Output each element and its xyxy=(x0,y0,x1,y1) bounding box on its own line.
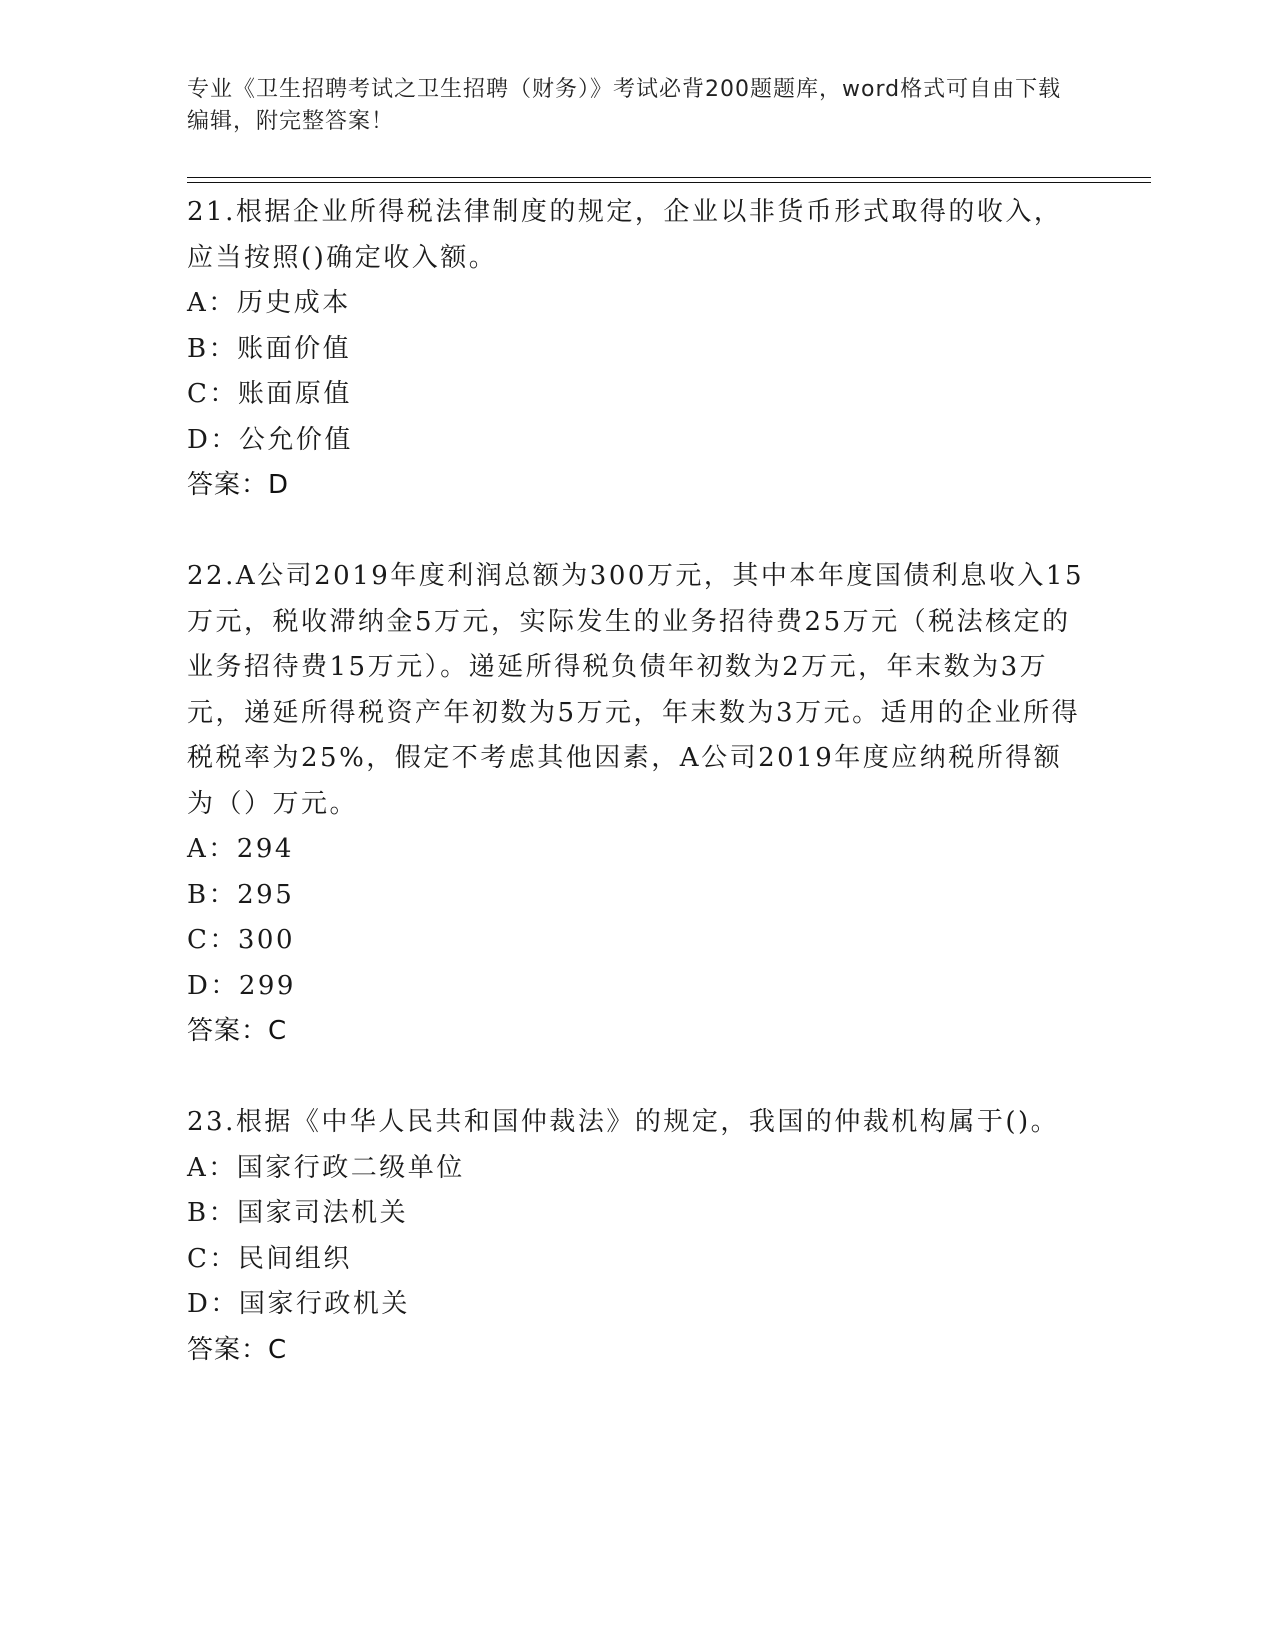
answer-line: 答案：C xyxy=(187,1334,288,1365)
question-stem: 22.A公司2019年度利润总额为300万元，其中本年度国债利息收入15万元，税收滞纳金5万元，实际发生的业务招待费25万元（税法核定的业务招待费15万元）。递延所得税负债年初数为2万元，年末数为3万元，递延所得税资产年初数为5万元，年末数为3万元。适用的企业所得税税率为25%，假定不考虑其他因素，A公司2019年度应纳税所得额为（）万元。 xyxy=(187,561,1085,819)
option-d: D：299 xyxy=(187,970,296,1001)
question-list xyxy=(187,190,1087,1373)
answer-line: 答案：D xyxy=(187,470,290,500)
question-stem: 21.根据企业所得税法律制度的规定，企业以非货币形式取得的收入，应当按照()确定收入额。 xyxy=(187,197,1063,273)
question-spacer xyxy=(187,1055,1087,1101)
header-divider-top xyxy=(187,177,1151,178)
document-header: 专业《卫生招聘考试之卫生招聘（财务）》考试必背200题题库，word格式可自由下载编辑，附完整答案！ xyxy=(187,77,1062,134)
option-c: C：账面原值 xyxy=(187,379,352,409)
question-21 xyxy=(187,190,1087,509)
option-a: A：历史成本 xyxy=(187,288,351,318)
question-spacer xyxy=(187,509,1087,555)
header-divider-bottom xyxy=(187,182,1151,183)
option-d: D：国家行政机关 xyxy=(187,1289,410,1319)
question-stem: 23.根据《中华人民共和国仲裁法》的规定，我国的仲裁机构属于()。 xyxy=(187,1107,1060,1137)
option-b: B：295 xyxy=(187,879,295,910)
option-a: A：294 xyxy=(187,834,294,864)
option-b: B：国家司法机关 xyxy=(187,1198,409,1228)
option-c: C：民间组织 xyxy=(187,1243,352,1274)
answer-line: 答案：C xyxy=(187,1016,288,1046)
option-d: D：公允价值 xyxy=(187,424,353,455)
option-a: A：国家行政二级单位 xyxy=(187,1152,465,1183)
question-22 xyxy=(187,554,1087,1055)
question-23 xyxy=(187,1100,1087,1373)
option-b: B：账面价值 xyxy=(187,333,352,364)
option-c: C：300 xyxy=(187,925,296,955)
